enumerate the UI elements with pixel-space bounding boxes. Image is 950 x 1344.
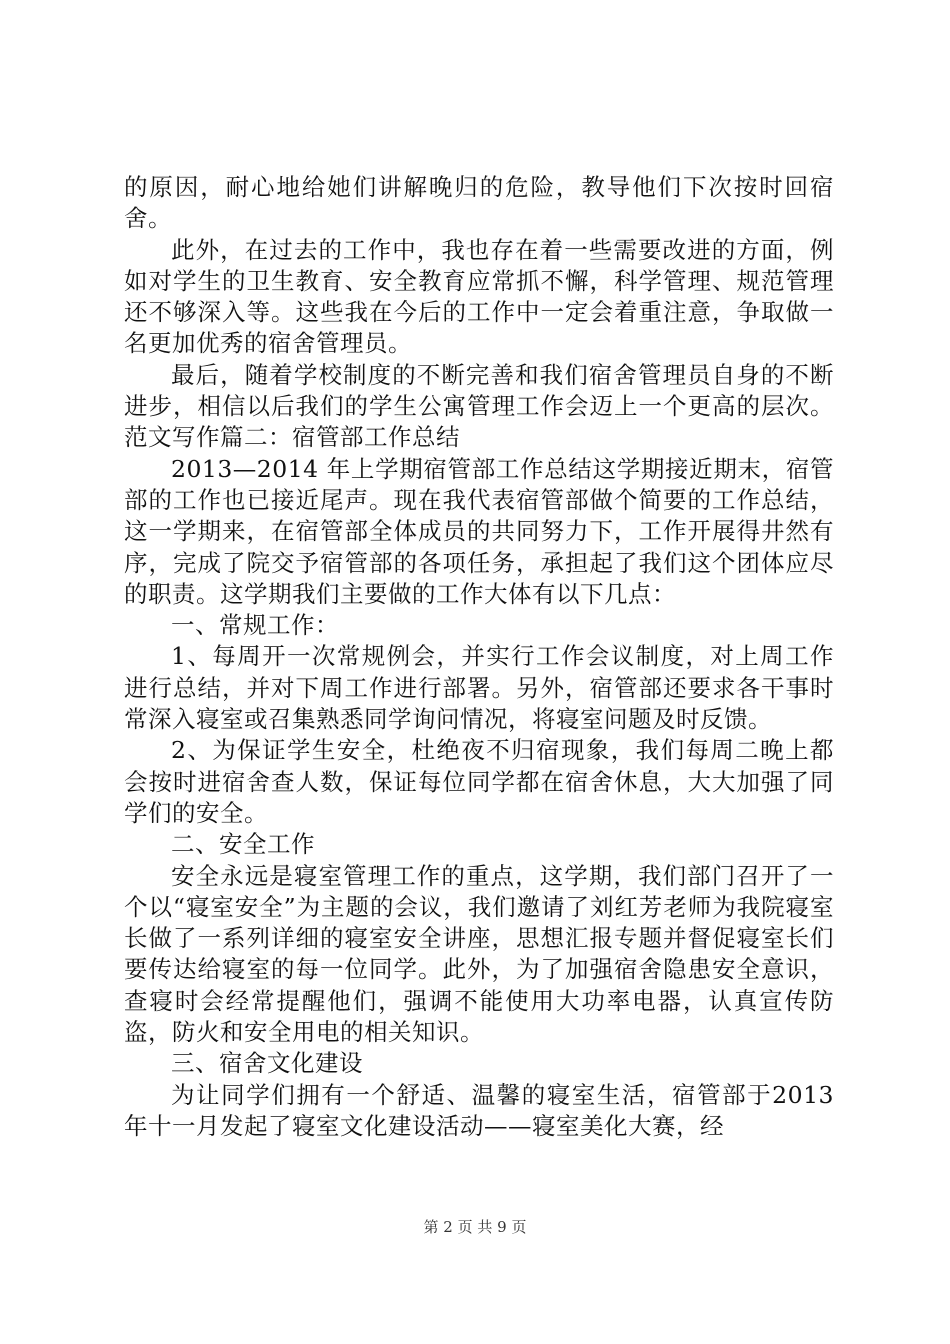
paragraph: 安全永远是寝室管理工作的重点，这学期，我们部门召开了一个以“寝室安全”为主题的会议，我们邀请了刘红芳老师为我院寝室长做了一系列详细的寝室安全讲座，思想汇报专题并督促寝室长们要传达给寝室的每一位同学。此外，为了加强宿舍隐患安全意识，查寝时会经常提醒他们，强调不能使用大功率电器，认真宣传防盗，防火和安全用电的相关知识。 — [124, 861, 834, 1047]
paragraph: 此外，在过去的工作中，我也存在着一些需要改进的方面，例如对学生的卫生教育、安全教育应常抓不懈，科学管理、规范管理还不够深入等。这些我在今后的工作中一定会着重注意，争取做一名更加优秀的宿舍管理员。 — [124, 235, 834, 358]
section-heading: 二、安全工作 — [171, 830, 315, 859]
page-number-footer: 第 2 页 共 9 页 — [423, 1218, 527, 1236]
paragraph: 2013—2014 年上学期宿管部工作总结这学期接近期末，宿管部的工作也已接近尾声。现在我代表宿管部做个简要的工作总结，这一学期来，在宿管部全体成员的共同努力下，工作开展得井然有序，完成了院交予宿管部的各项任务，承担起了我们这个团体应尽的职责。这学期我们主要做的工作大体有以下几点： — [124, 454, 834, 608]
section-heading: 一、常规工作： — [171, 611, 339, 640]
paragraph: 为让同学们拥有一个舒适、温馨的寝室生活，宿管部于2013 年十一月发起了寝室文化建设活动——寝室美化大赛，经 — [124, 1080, 834, 1140]
paragraph: 2、为保证学生安全，杜绝夜不归宿现象，我们每周二晚上都会按时进宿舍查人数，保证每位同学都在宿舍休息，大大加强了同学们的安全。 — [124, 736, 834, 827]
section-heading: 三、宿舍文化建设 — [171, 1049, 363, 1078]
document-body — [124, 172, 834, 1142]
paragraph: 的原因，耐心地给她们讲解晚归的危险，教导他们下次按时回宿舍。 — [124, 173, 834, 233]
paragraph: 最后，随着学校制度的不断完善和我们宿舍管理员自身的不断进步，相信以后我们的学生公寓管理工作会迈上一个更高的层次。范文写作篇二：宿管部工作总结 — [124, 360, 834, 452]
paragraph: 1、每周开一次常规例会，并实行工作会议制度，对上周工作进行总结，并对下周工作进行部署。另外，宿管部还要求各干事时常深入寝室或召集熟悉同学询问情况，将寝室问题及时反馈。 — [124, 642, 834, 734]
